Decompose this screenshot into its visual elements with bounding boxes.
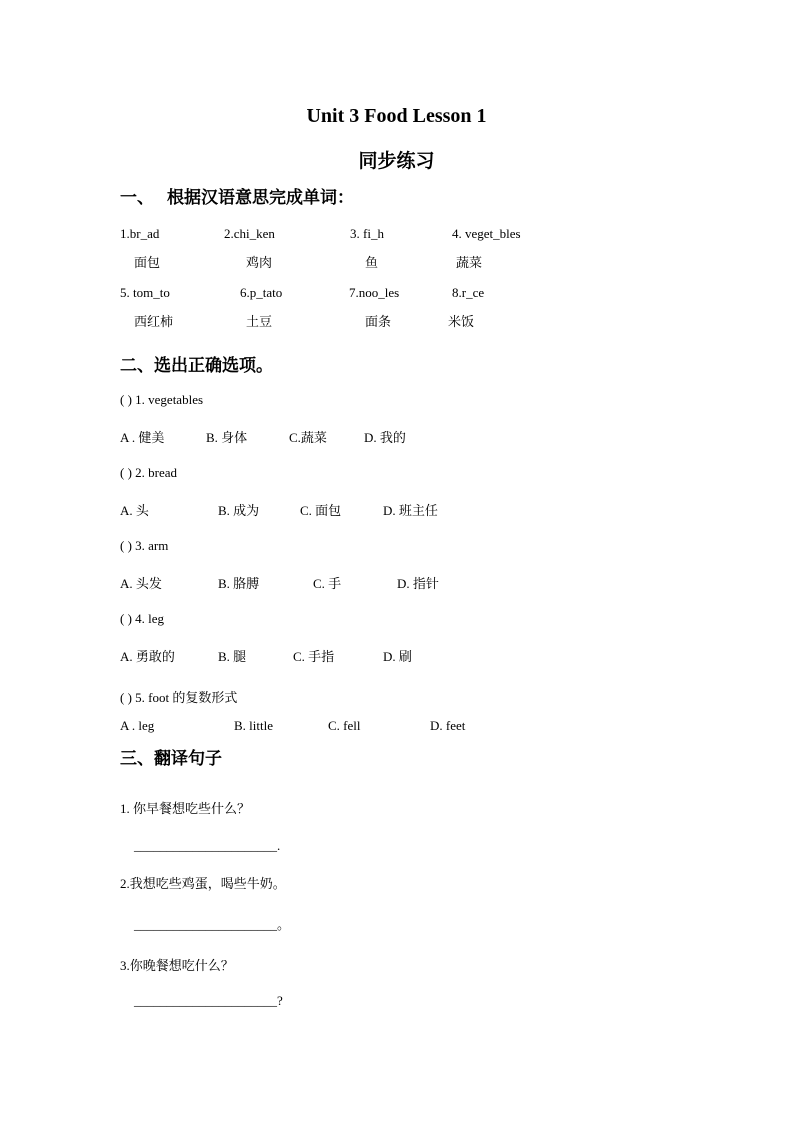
question-5-option-d: D. feet bbox=[430, 718, 466, 733]
question-1-option-d: D. 我的 bbox=[364, 430, 406, 445]
section1-heading-number: 一、 bbox=[120, 188, 154, 208]
translate-prompt-1: 1. 你早餐想吃些什么？ bbox=[120, 801, 251, 816]
word-item-4: 4. veget_bles bbox=[452, 226, 521, 241]
page-subtitle: 同步练习 bbox=[358, 150, 435, 172]
question-4-stem: ( ) 4. leg bbox=[120, 611, 165, 626]
word-item-7: 7.noo_les bbox=[349, 285, 400, 300]
question-4-option-b: B. 腿 bbox=[218, 649, 247, 664]
question-4-option-c: C. 手指 bbox=[293, 649, 335, 664]
question-1-option-a: A . 健美 bbox=[120, 430, 165, 445]
question-3-option-d: D. 指针 bbox=[397, 576, 439, 591]
translate-prompt-2: 2.我想吃些鸡蛋，喝些牛奶。 bbox=[120, 876, 286, 891]
question-2-stem: ( ) 2. bread bbox=[120, 465, 178, 480]
question-3-option-b: B. 胳膊 bbox=[218, 576, 260, 591]
question-2-option-d: D. 班主任 bbox=[383, 503, 438, 518]
question-5-option-b: B. little bbox=[234, 718, 273, 733]
translate-answer-line-2[interactable]: ______________________。 bbox=[134, 917, 291, 932]
question-1-stem: ( ) 1. vegetables bbox=[120, 392, 204, 407]
word-meaning-8: 米饭 bbox=[448, 315, 475, 330]
translate-answer-line-1[interactable]: ______________________. bbox=[134, 838, 281, 853]
word-meaning-6: 土豆 bbox=[246, 315, 273, 330]
word-item-2: 2.chi_ken bbox=[224, 226, 275, 241]
question-4-option-a: A. 勇敢的 bbox=[120, 649, 175, 664]
word-meaning-4: 蔬菜 bbox=[456, 256, 483, 271]
word-item-6: 6.p_tato bbox=[240, 285, 283, 300]
question-4-option-d: D. 刷 bbox=[383, 649, 412, 664]
question-1-option-c: C.蔬菜 bbox=[289, 430, 327, 445]
question-2-option-c: C. 面包 bbox=[300, 503, 342, 518]
word-meaning-7: 面条 bbox=[365, 315, 392, 330]
question-5-option-c: C. fell bbox=[328, 718, 361, 733]
section1-heading: 根据汉语意思完成单词： bbox=[167, 188, 354, 208]
question-3-option-c: C. 手 bbox=[313, 576, 342, 591]
word-item-8: 8.r_ce bbox=[452, 285, 485, 300]
word-item-5: 5. tom_to bbox=[120, 285, 170, 300]
question-2-option-a: A. 头 bbox=[120, 503, 149, 518]
section3-heading: 三、翻译句子 bbox=[120, 749, 222, 769]
word-item-1: 1.br_ad bbox=[120, 226, 160, 241]
question-5-stem: ( ) 5. foot 的复数形式 bbox=[120, 690, 238, 705]
question-1-option-b: B. 身体 bbox=[206, 430, 248, 445]
word-meaning-3: 鱼 bbox=[365, 256, 379, 271]
question-2-option-b: B. 成为 bbox=[218, 503, 260, 518]
translate-answer-line-3[interactable]: ______________________? bbox=[134, 993, 283, 1008]
question-5-option-a: A . leg bbox=[120, 718, 155, 733]
page-title: Unit 3 Food Lesson 1 bbox=[306, 105, 487, 127]
word-meaning-1: 面包 bbox=[134, 256, 161, 271]
translate-prompt-3: 3.你晚餐想吃什么？ bbox=[120, 958, 234, 973]
question-3-stem: ( ) 3. arm bbox=[120, 538, 169, 553]
word-meaning-5: 西红柿 bbox=[134, 315, 174, 330]
word-item-3: 3. fi_h bbox=[350, 226, 384, 241]
word-meaning-2: 鸡肉 bbox=[246, 256, 273, 271]
question-3-option-a: A. 头发 bbox=[120, 576, 162, 591]
section2-heading: 二、选出正确选项。 bbox=[120, 356, 273, 376]
